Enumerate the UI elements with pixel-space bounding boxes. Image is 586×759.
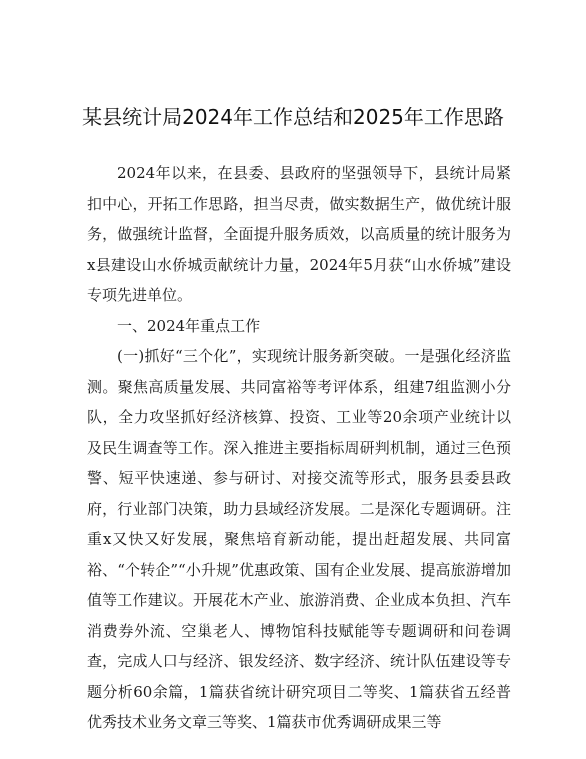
section-heading: 一、2024年重点工作: [117, 316, 261, 335]
document-title: 某县统计局2024年工作总结和2025年工作思路: [82, 105, 504, 129]
section-paragraph: (一)抓好“三个化”，实现统计服务新突破。一是强化经济监测。聚焦高质量发展、共同富裕等考评体系，组建7组监测小分队，全力攻坚抓好经济核算、投资、工业等20余项产业统计以及民生调查等工作。深入推进主要指标周研判机制，通过三色预警、短平快速递、参与研讨、对接交流等形式，服务县委县政府，行业部门决策，助力县域经济发展。二是深化专题调研。注重x又快又好发展，聚焦培育新动能，提出赶超发展、共同富裕、“个转企”“小升规”优惠政策、国有企业发展、提高旅游增加值等工作建议。开展花木产业、旅游消费、企业成本负担、汽车消费券外流、空巢老人、博物馆科技赋能等专题调研和问卷调查，完成人口与经济、银发经济、数字经济、统计队伍建设等专题分析60余篇，1篇获省统计研究项目二等奖、1篇获省五经普优秀技术业务文章三等奖、1篇获市优秀调研成果三等: [87, 347, 511, 731]
intro-paragraph: 2024年以来，在县委、县政府的坚强领导下，县统计局紧扣中心，开拓工作思路，担当尽责，做实数据生产，做优统计服务，做强统计监督，全面提升服务质效，以高质量的统计服务为x县建设山水侨城贡献统计力量，2024年5月获“山水侨城”建设专项先进单位。: [87, 164, 511, 304]
document-body: [87, 158, 511, 738]
